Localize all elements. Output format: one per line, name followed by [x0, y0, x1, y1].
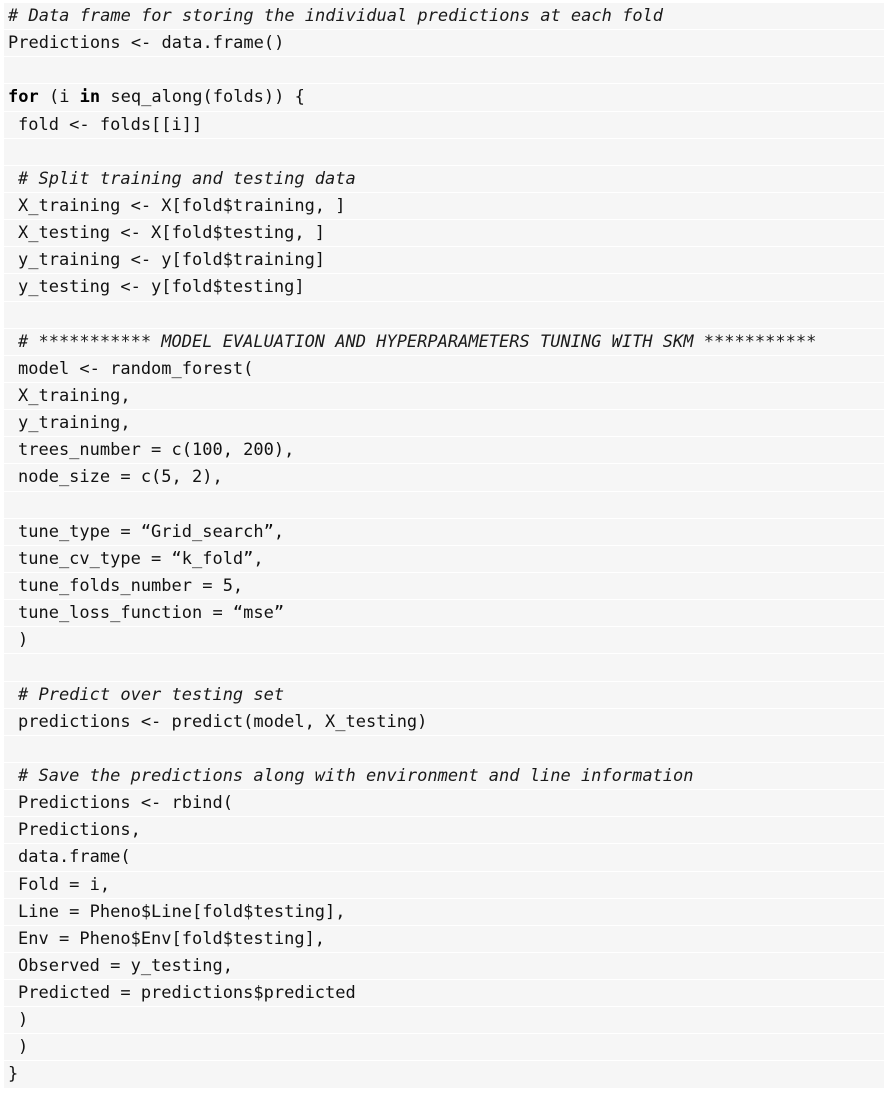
code-line [4, 193, 884, 220]
code-line [4, 763, 884, 790]
code-comment: # Save the predictions along with environment and line information [18, 765, 694, 786]
code-line [4, 546, 884, 573]
code-text: seq_along(folds)) { [100, 87, 305, 108]
code-line [4, 682, 884, 709]
code-line [4, 410, 884, 437]
code-comment: # Data frame for storing the individual predictions at each fold [8, 6, 664, 26]
code-text: X_training <- X[fold$training, ] [18, 195, 346, 216]
code-line [4, 926, 884, 953]
code-line [4, 220, 884, 247]
code-line [4, 1034, 884, 1061]
code-line [4, 709, 884, 736]
code-text: Predictions <- rbind( [18, 793, 233, 814]
code-line [4, 899, 884, 926]
code-line [4, 519, 884, 546]
code-keyword: for [8, 87, 39, 108]
code-line [4, 329, 884, 356]
code-text: node_size = c(5, 2), [18, 467, 223, 488]
code-text: ) [18, 1010, 29, 1031]
code-text: } [8, 1064, 19, 1085]
code-text: y_training <- y[fold$training] [18, 250, 326, 271]
code-text: Predictions, [18, 820, 141, 841]
code-line [4, 654, 884, 681]
code-text: Predicted = predictions$predicted [18, 983, 356, 1004]
code-line [4, 464, 884, 491]
code-comment: # *********** MODEL EVALUATION AND HYPERPARAMETERS TUNING WITH SKM *********** [18, 331, 817, 352]
code-line [4, 1007, 884, 1034]
code-line [4, 573, 884, 600]
code-line [4, 112, 884, 139]
code-line [4, 139, 884, 166]
code-comment: # Split training and testing data [18, 168, 356, 189]
code-text: Predictions <- data.frame() [8, 33, 285, 54]
code-line [4, 844, 884, 871]
code-text: Observed = y_testing, [18, 955, 233, 976]
code-text: predictions <- predict(model, X_testing) [18, 711, 428, 732]
code-text: tune_type = “Grid_search”, [18, 521, 285, 542]
code-line [4, 383, 884, 410]
code-line [4, 1061, 884, 1088]
code-line [4, 84, 884, 111]
code-text: tune_cv_type = “k_fold”, [18, 548, 264, 569]
code-line [4, 274, 884, 301]
code-keyword: in [79, 87, 101, 108]
code-line [4, 817, 884, 844]
code-line [4, 247, 884, 274]
code-line [4, 790, 884, 817]
code-line [4, 980, 884, 1007]
code-text: Fold = i, [18, 874, 111, 895]
code-line [4, 872, 884, 899]
code-text: ) [18, 1037, 29, 1058]
code-line [4, 953, 884, 980]
code-line [4, 356, 884, 383]
code-text: tune_folds_number = 5, [18, 575, 244, 596]
code-text: tune_loss_function = “mse” [18, 603, 285, 624]
code-text: model <- random_forest( [18, 358, 254, 379]
code-line [4, 736, 884, 763]
code-line [4, 30, 884, 57]
code-line [4, 302, 884, 329]
code-line [4, 627, 884, 654]
code-text: trees_number = c(100, 200), [18, 440, 295, 461]
code-text: y_training, [18, 413, 131, 434]
code-line [4, 166, 884, 193]
code-line [4, 437, 884, 464]
code-text: (i [38, 87, 80, 108]
code-text: X_training, [18, 385, 131, 406]
code-line [4, 600, 884, 627]
code-block [4, 3, 884, 1089]
code-line [4, 492, 884, 519]
code-text: y_testing <- y[fold$testing] [18, 277, 305, 298]
code-text: fold <- folds[[i]] [18, 114, 203, 135]
code-text: data.frame( [18, 847, 131, 868]
code-line [4, 57, 884, 84]
code-text: ) [18, 630, 29, 651]
code-line [4, 3, 884, 30]
code-text: Env = Pheno$Env[fold$testing], [18, 928, 326, 949]
code-text: Line = Pheno$Line[fold$testing], [18, 901, 346, 922]
code-text: X_testing <- X[fold$testing, ] [18, 223, 326, 244]
code-comment: # Predict over testing set [18, 684, 285, 705]
